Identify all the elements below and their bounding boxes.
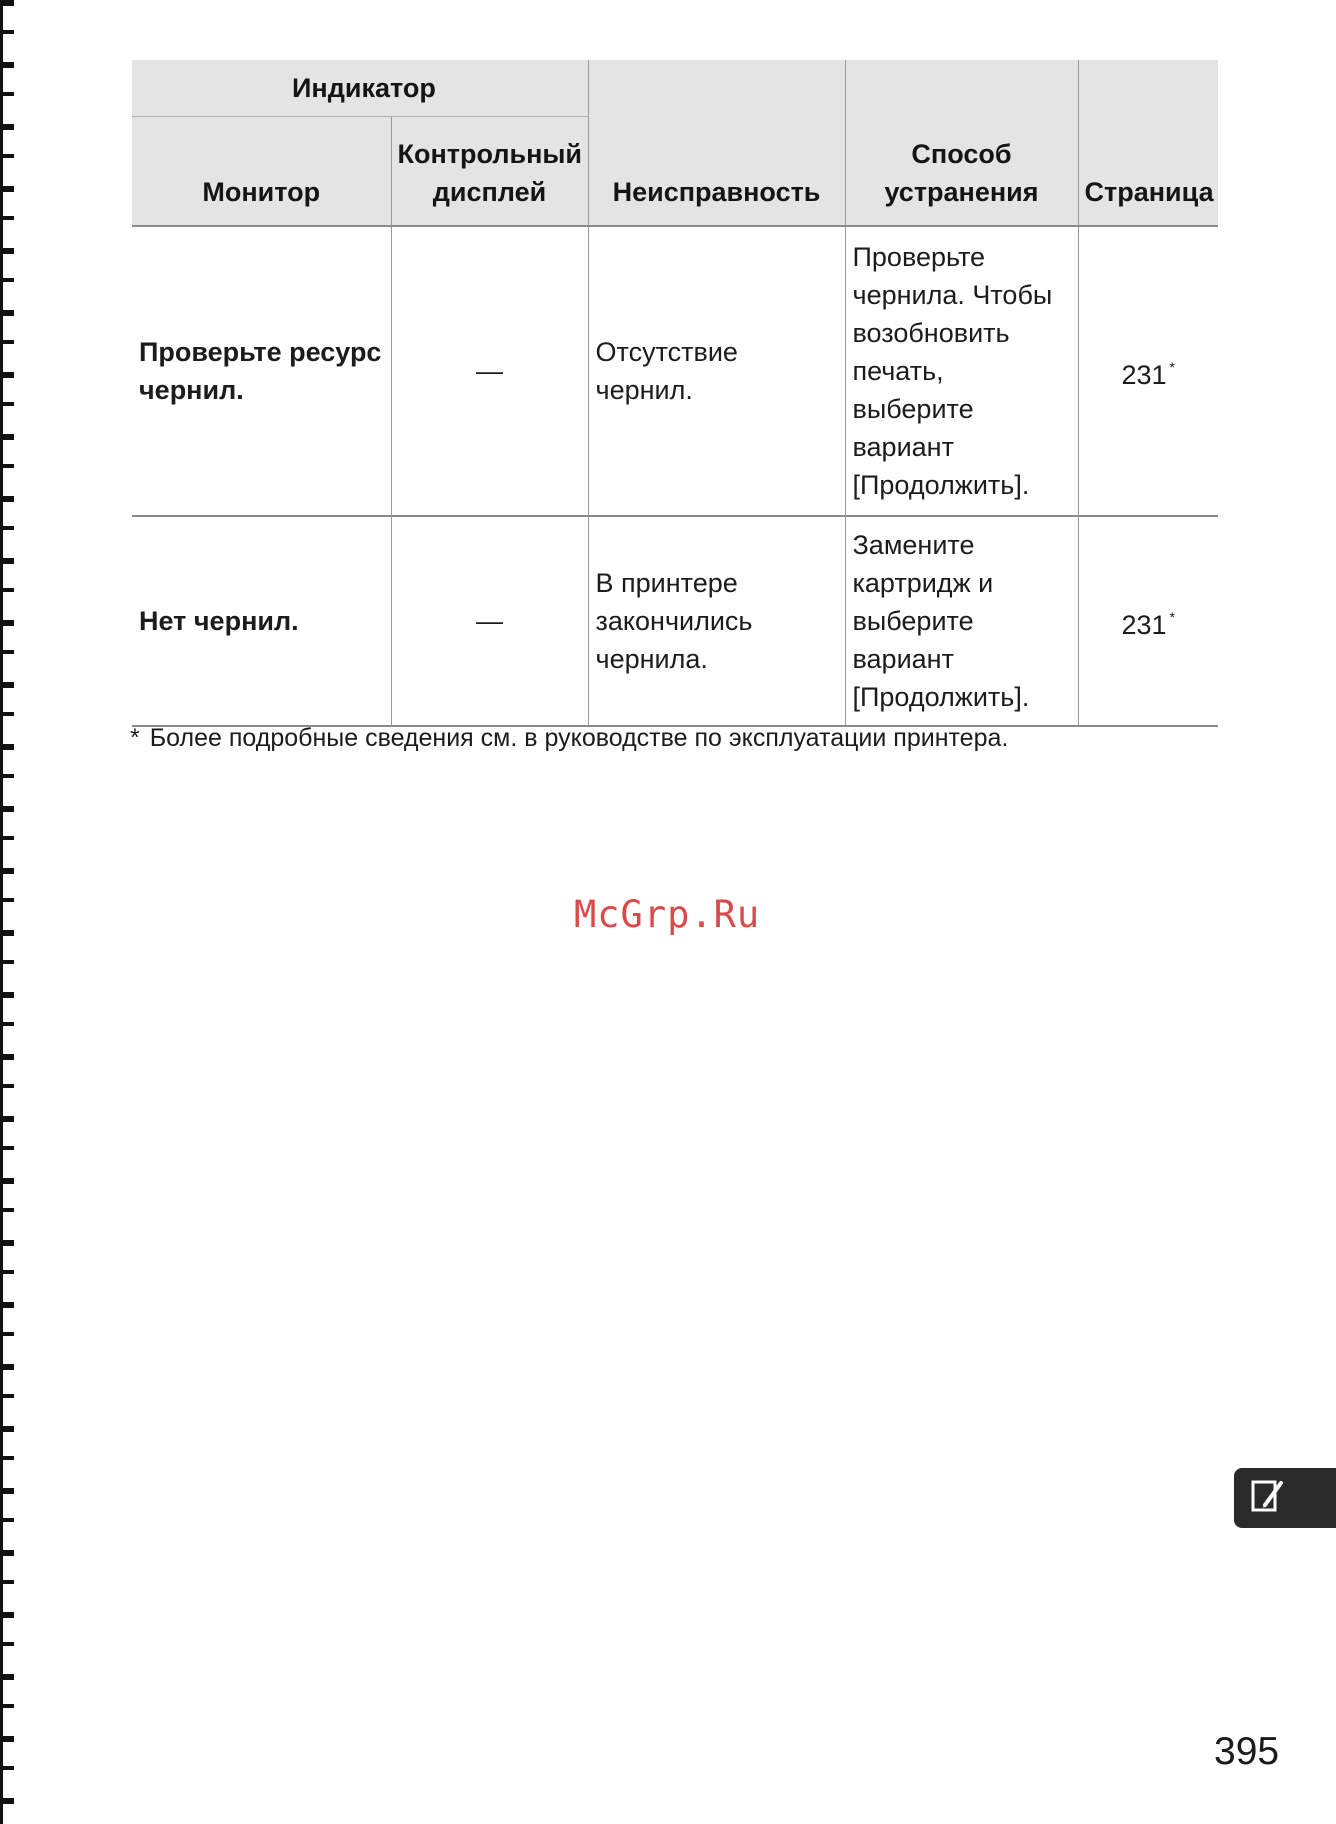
page-ref: 231 [1121,610,1167,640]
header-fault: Неисправность [588,60,845,226]
header-page: Страница [1078,60,1218,226]
pencil-note-icon [1250,1478,1286,1519]
troubleshooting-table [132,60,1218,727]
section-tab [1234,1468,1336,1528]
header-monitor: Монитор [132,117,391,227]
page-ref: 231 [1121,360,1167,390]
footnote-text: Более подробные сведения см. в руководстве по эксплуатации принтера. [149,724,1009,752]
footnote [130,724,1008,753]
footnote-mark: * [1169,359,1175,375]
ring-binding-edge [0,0,14,1824]
cell-monitor: Проверьте ресурс чернил. [132,226,391,516]
footnote-star: * [130,724,140,752]
page-number: 395 [1214,1730,1280,1773]
header-remedy: Способ устранения [845,60,1078,226]
cell-monitor: Нет чернил. [132,516,391,726]
table-row [132,226,1218,516]
watermark: McGrp.Ru [574,893,761,936]
cell-control-display: — [391,516,588,726]
cell-control-display: — [391,226,588,516]
footnote-mark: * [1169,609,1175,625]
header-control-display: Контрольный дисплей [391,117,588,227]
cell-remedy: Замените картридж и выберите вариант [Продолжить]. [845,516,1078,726]
cell-page [1078,226,1218,516]
cell-page [1078,516,1218,726]
cell-fault: Отсутствие чернил. [588,226,845,516]
table-row [132,516,1218,726]
cell-fault: В принтере закончились чернила. [588,516,845,726]
cell-remedy: Проверьте чернила. Чтобы возобновить печать, выберите вариант [Продолжить]. [845,226,1078,516]
header-indicator: Индикатор [132,60,588,117]
